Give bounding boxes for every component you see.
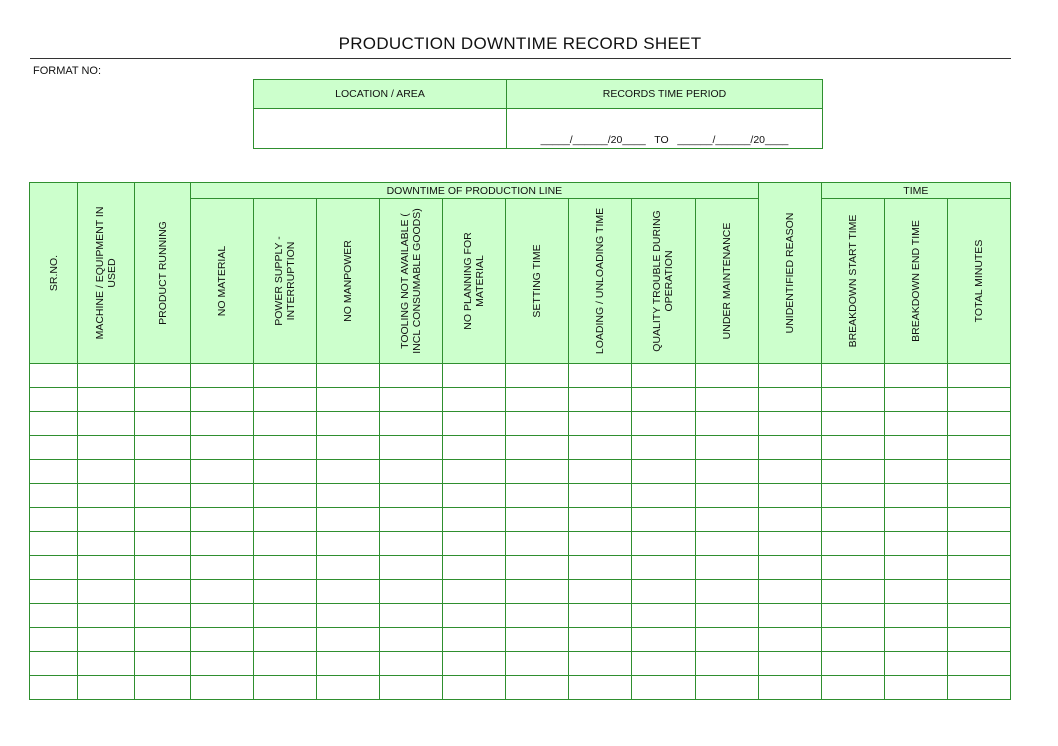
- table-cell[interactable]: [884, 412, 947, 436]
- table-cell[interactable]: [569, 676, 632, 700]
- table-cell[interactable]: [135, 436, 191, 460]
- table-cell[interactable]: [569, 652, 632, 676]
- header-breakdown-start: BREAKDOWN START TIME: [821, 199, 884, 364]
- table-cell[interactable]: [135, 460, 191, 484]
- table-cell[interactable]: [569, 412, 632, 436]
- table-cell[interactable]: [317, 676, 380, 700]
- header-total-minutes: TOTAL MINUTES: [947, 199, 1010, 364]
- table-cell[interactable]: [135, 676, 191, 700]
- table-cell[interactable]: [506, 412, 569, 436]
- table-cell[interactable]: [947, 436, 1010, 460]
- table-cell[interactable]: [254, 532, 317, 556]
- table-cell[interactable]: [191, 604, 254, 628]
- table-cell[interactable]: [443, 652, 506, 676]
- table-cell[interactable]: [569, 508, 632, 532]
- table-cell[interactable]: [821, 532, 884, 556]
- table-cell[interactable]: [947, 460, 1010, 484]
- table-cell[interactable]: [191, 412, 254, 436]
- table-cell[interactable]: [78, 604, 135, 628]
- table-cell[interactable]: [443, 676, 506, 700]
- table-cell[interactable]: [821, 436, 884, 460]
- header-quality-trouble: QUALITY TROUBLE DURING OPERATION: [632, 199, 695, 364]
- table-cell[interactable]: [380, 508, 443, 532]
- table-cell[interactable]: [78, 412, 135, 436]
- table-cell[interactable]: [632, 508, 695, 532]
- header-unidentified-reason: UNIDENTIFIED REASON: [758, 183, 821, 364]
- table-cell[interactable]: [632, 604, 695, 628]
- header-tooling: TOOLING NOT AVAILABLE ( INCL CONSUMABLE GOODS): [380, 199, 443, 364]
- table-cell[interactable]: [947, 532, 1010, 556]
- table-cell[interactable]: [191, 484, 254, 508]
- table-cell[interactable]: [695, 628, 758, 652]
- location-period-table: [253, 79, 823, 149]
- table-cell[interactable]: [443, 364, 506, 388]
- table-cell[interactable]: [758, 556, 821, 580]
- table-cell[interactable]: [135, 508, 191, 532]
- table-cell[interactable]: [30, 604, 78, 628]
- table-cell[interactable]: [758, 508, 821, 532]
- table-cell[interactable]: [821, 676, 884, 700]
- table-cell[interactable]: [632, 580, 695, 604]
- table-cell[interactable]: [30, 412, 78, 436]
- table-cell[interactable]: [569, 532, 632, 556]
- table-cell[interactable]: [191, 460, 254, 484]
- table-cell[interactable]: [821, 628, 884, 652]
- table-cell[interactable]: [317, 580, 380, 604]
- table-cell[interactable]: [254, 676, 317, 700]
- table-cell[interactable]: [135, 580, 191, 604]
- table-cell[interactable]: [30, 388, 78, 412]
- table-cell[interactable]: [317, 412, 380, 436]
- table-cell[interactable]: [506, 484, 569, 508]
- table-cell[interactable]: [821, 580, 884, 604]
- table-cell[interactable]: [758, 460, 821, 484]
- table-cell[interactable]: [30, 436, 78, 460]
- table-cell[interactable]: [78, 436, 135, 460]
- table-cell[interactable]: [947, 652, 1010, 676]
- header-loading-unloading: LOADING / UNLOADING TIME: [569, 199, 632, 364]
- table-cell[interactable]: [506, 364, 569, 388]
- table-cell[interactable]: [758, 388, 821, 412]
- table-cell[interactable]: [380, 436, 443, 460]
- table-cell[interactable]: [135, 628, 191, 652]
- header-power-supply: POWER SUPPLY - INTERRUPTION: [254, 199, 317, 364]
- table-cell[interactable]: [884, 556, 947, 580]
- table-cell[interactable]: [947, 628, 1010, 652]
- table-cell[interactable]: [821, 508, 884, 532]
- table-cell[interactable]: [758, 364, 821, 388]
- table-cell[interactable]: [254, 412, 317, 436]
- table-cell[interactable]: [78, 532, 135, 556]
- table-cell[interactable]: [380, 412, 443, 436]
- table-cell[interactable]: [443, 460, 506, 484]
- table-cell[interactable]: [191, 652, 254, 676]
- table-cell[interactable]: [695, 388, 758, 412]
- format-no-label: FORMAT NO:: [33, 65, 102, 77]
- table-cell[interactable]: [443, 484, 506, 508]
- page-title: PRODUCTION DOWNTIME RECORD SHEET: [338, 34, 702, 53]
- table-row: [30, 460, 1011, 484]
- location-area-field[interactable]: [254, 109, 507, 149]
- table-cell[interactable]: [317, 364, 380, 388]
- table-cell[interactable]: [317, 508, 380, 532]
- table-row: [30, 604, 1011, 628]
- table-cell[interactable]: [135, 388, 191, 412]
- table-cell[interactable]: [191, 436, 254, 460]
- table-cell[interactable]: [135, 652, 191, 676]
- table-cell[interactable]: [135, 412, 191, 436]
- header-no-planning: NO PLANNING FOR MATERIAL: [443, 199, 506, 364]
- table-cell[interactable]: [506, 532, 569, 556]
- table-cell[interactable]: [947, 604, 1010, 628]
- table-cell[interactable]: [380, 676, 443, 700]
- table-cell[interactable]: [632, 628, 695, 652]
- header-product-running: PRODUCT RUNNING: [135, 183, 191, 364]
- table-cell[interactable]: [506, 436, 569, 460]
- table-cell[interactable]: [380, 484, 443, 508]
- downtime-record-table: [29, 182, 1011, 700]
- table-cell[interactable]: [632, 388, 695, 412]
- table-cell[interactable]: [632, 364, 695, 388]
- table-cell[interactable]: [254, 388, 317, 412]
- table-cell[interactable]: [30, 364, 78, 388]
- table-cell[interactable]: [380, 388, 443, 412]
- table-cell[interactable]: [506, 676, 569, 700]
- table-cell[interactable]: [758, 532, 821, 556]
- table-cell[interactable]: [632, 460, 695, 484]
- table-cell[interactable]: [947, 580, 1010, 604]
- table-cell[interactable]: [317, 604, 380, 628]
- table-cell[interactable]: [569, 556, 632, 580]
- table-cell[interactable]: [695, 484, 758, 508]
- header-under-maintenance: UNDER MAINTENANCE: [695, 199, 758, 364]
- table-cell[interactable]: [569, 460, 632, 484]
- table-cell[interactable]: [317, 556, 380, 580]
- table-cell[interactable]: [254, 436, 317, 460]
- table-cell[interactable]: [758, 604, 821, 628]
- table-cell[interactable]: [191, 676, 254, 700]
- table-cell[interactable]: [317, 436, 380, 460]
- table-cell[interactable]: [78, 580, 135, 604]
- table-cell[interactable]: [191, 532, 254, 556]
- table-cell[interactable]: [443, 532, 506, 556]
- table-cell[interactable]: [947, 556, 1010, 580]
- table-cell[interactable]: [758, 628, 821, 652]
- table-cell[interactable]: [758, 676, 821, 700]
- table-cell[interactable]: [317, 388, 380, 412]
- table-cell[interactable]: [695, 604, 758, 628]
- table-cell[interactable]: [632, 436, 695, 460]
- table-cell[interactable]: [884, 676, 947, 700]
- table-cell[interactable]: [78, 508, 135, 532]
- table-cell[interactable]: [947, 484, 1010, 508]
- table-cell[interactable]: [380, 532, 443, 556]
- table-cell[interactable]: [30, 460, 78, 484]
- table-row: [30, 436, 1011, 460]
- location-area-header: LOCATION / AREA: [254, 80, 507, 109]
- group-header-downtime: DOWNTIME OF PRODUCTION LINE: [191, 183, 759, 199]
- table-cell[interactable]: [506, 580, 569, 604]
- table-cell[interactable]: [506, 556, 569, 580]
- table-cell[interactable]: [254, 364, 317, 388]
- table-cell[interactable]: [191, 556, 254, 580]
- table-cell[interactable]: [884, 628, 947, 652]
- table-cell[interactable]: [191, 628, 254, 652]
- table-cell[interactable]: [317, 628, 380, 652]
- table-cell[interactable]: [30, 628, 78, 652]
- table-cell[interactable]: [884, 388, 947, 412]
- table-cell[interactable]: [135, 364, 191, 388]
- table-cell[interactable]: [443, 508, 506, 532]
- header-breakdown-end: BREAKDOWN END TIME: [884, 199, 947, 364]
- table-cell[interactable]: [632, 484, 695, 508]
- table-cell[interactable]: [947, 364, 1010, 388]
- table-cell[interactable]: [632, 532, 695, 556]
- table-row: [30, 364, 1011, 388]
- records-time-period-header: RECORDS TIME PERIOD: [507, 80, 823, 109]
- group-header-time: TIME: [821, 183, 1010, 199]
- table-cell[interactable]: [821, 652, 884, 676]
- table-cell[interactable]: [78, 628, 135, 652]
- table-cell[interactable]: [758, 580, 821, 604]
- table-cell[interactable]: [695, 532, 758, 556]
- table-cell[interactable]: [632, 556, 695, 580]
- table-cell[interactable]: [758, 652, 821, 676]
- table-cell[interactable]: [695, 412, 758, 436]
- table-cell[interactable]: [191, 364, 254, 388]
- table-cell[interactable]: [506, 652, 569, 676]
- table-cell[interactable]: [695, 508, 758, 532]
- table-cell[interactable]: [884, 652, 947, 676]
- table-row: [30, 652, 1011, 676]
- table-cell[interactable]: [443, 388, 506, 412]
- table-cell[interactable]: [884, 532, 947, 556]
- table-cell[interactable]: [380, 556, 443, 580]
- period-date-blanks: _____/______/20____ TO ______/______/20____: [540, 133, 789, 146]
- table-cell[interactable]: [884, 364, 947, 388]
- table-cell[interactable]: [569, 604, 632, 628]
- table-cell[interactable]: [135, 484, 191, 508]
- table-cell[interactable]: [884, 508, 947, 532]
- table-cell[interactable]: [695, 436, 758, 460]
- table-cell[interactable]: [506, 628, 569, 652]
- table-cell[interactable]: [317, 532, 380, 556]
- table-cell[interactable]: [135, 604, 191, 628]
- table-cell[interactable]: [443, 436, 506, 460]
- header-machine-equipment: MACHINE / EQUIPMENT IN USED: [78, 183, 135, 364]
- header-no-material: NO MATERIAL: [191, 199, 254, 364]
- table-cell[interactable]: [821, 460, 884, 484]
- table-row: [30, 580, 1011, 604]
- table-cell[interactable]: [191, 580, 254, 604]
- table-cell[interactable]: [78, 388, 135, 412]
- table-cell[interactable]: [506, 460, 569, 484]
- table-cell[interactable]: [443, 604, 506, 628]
- table-cell[interactable]: [632, 652, 695, 676]
- table-cell[interactable]: [695, 676, 758, 700]
- table-cell[interactable]: [191, 508, 254, 532]
- table-cell[interactable]: [569, 484, 632, 508]
- header-no-manpower: NO MANPOWER: [317, 199, 380, 364]
- table-cell[interactable]: [569, 628, 632, 652]
- table-cell[interactable]: [632, 412, 695, 436]
- table-cell[interactable]: [884, 436, 947, 460]
- table-cell[interactable]: [380, 580, 443, 604]
- table-cell[interactable]: [506, 604, 569, 628]
- table-cell[interactable]: [30, 580, 78, 604]
- table-cell[interactable]: [695, 364, 758, 388]
- table-cell[interactable]: [821, 556, 884, 580]
- table-cell[interactable]: [821, 388, 884, 412]
- table-cell[interactable]: [254, 580, 317, 604]
- table-cell[interactable]: [78, 556, 135, 580]
- table-cell[interactable]: [884, 604, 947, 628]
- table-cell[interactable]: [254, 628, 317, 652]
- table-row: [30, 532, 1011, 556]
- table-cell[interactable]: [947, 412, 1010, 436]
- table-cell[interactable]: [758, 412, 821, 436]
- table-cell[interactable]: [947, 676, 1010, 700]
- table-row: [30, 628, 1011, 652]
- table-row: [30, 508, 1011, 532]
- table-cell[interactable]: [254, 556, 317, 580]
- table-cell[interactable]: [254, 652, 317, 676]
- table-cell[interactable]: [695, 556, 758, 580]
- table-cell[interactable]: [506, 508, 569, 532]
- table-cell[interactable]: [78, 460, 135, 484]
- table-cell[interactable]: [380, 364, 443, 388]
- table-cell[interactable]: [884, 484, 947, 508]
- table-cell[interactable]: [884, 460, 947, 484]
- table-cell[interactable]: [191, 388, 254, 412]
- table-cell[interactable]: [380, 604, 443, 628]
- table-cell[interactable]: [821, 412, 884, 436]
- table-cell[interactable]: [695, 460, 758, 484]
- table-cell[interactable]: [443, 628, 506, 652]
- table-row: [30, 388, 1011, 412]
- table-cell[interactable]: [78, 484, 135, 508]
- table-row: [30, 676, 1011, 700]
- table-cell[interactable]: [569, 436, 632, 460]
- header-setting-time: SETTING TIME: [506, 199, 569, 364]
- data-rows: [30, 364, 1011, 700]
- table-cell[interactable]: [30, 676, 78, 700]
- table-cell[interactable]: [821, 604, 884, 628]
- table-cell[interactable]: [30, 556, 78, 580]
- table-cell[interactable]: [30, 484, 78, 508]
- title-divider: [30, 58, 1011, 59]
- table-cell[interactable]: [317, 652, 380, 676]
- table-cell[interactable]: [821, 364, 884, 388]
- table-cell[interactable]: [254, 460, 317, 484]
- table-cell[interactable]: [443, 556, 506, 580]
- table-cell[interactable]: [569, 364, 632, 388]
- table-cell[interactable]: [569, 388, 632, 412]
- table-cell[interactable]: [443, 580, 506, 604]
- table-cell[interactable]: [30, 508, 78, 532]
- table-cell[interactable]: [443, 412, 506, 436]
- table-cell[interactable]: [884, 580, 947, 604]
- table-cell[interactable]: [821, 484, 884, 508]
- table-cell[interactable]: [30, 532, 78, 556]
- table-cell[interactable]: [380, 628, 443, 652]
- table-row: [30, 556, 1011, 580]
- table-cell[interactable]: [569, 580, 632, 604]
- table-cell[interactable]: [78, 364, 135, 388]
- table-row: [30, 484, 1011, 508]
- table-cell[interactable]: [254, 604, 317, 628]
- table-cell[interactable]: [135, 532, 191, 556]
- table-cell[interactable]: [78, 652, 135, 676]
- table-row: [30, 412, 1011, 436]
- table-cell[interactable]: [695, 652, 758, 676]
- table-cell[interactable]: [135, 556, 191, 580]
- table-cell[interactable]: [632, 676, 695, 700]
- table-cell[interactable]: [695, 580, 758, 604]
- table-cell[interactable]: [317, 484, 380, 508]
- table-cell[interactable]: [317, 460, 380, 484]
- table-cell[interactable]: [30, 652, 78, 676]
- table-cell[interactable]: [947, 388, 1010, 412]
- table-cell[interactable]: [947, 508, 1010, 532]
- table-cell[interactable]: [506, 388, 569, 412]
- table-cell[interactable]: [78, 676, 135, 700]
- table-cell[interactable]: [380, 652, 443, 676]
- table-cell[interactable]: [758, 436, 821, 460]
- table-cell[interactable]: [380, 460, 443, 484]
- table-cell[interactable]: [254, 508, 317, 532]
- header-sr-no: SR.NO.: [30, 183, 78, 364]
- table-cell[interactable]: [758, 484, 821, 508]
- records-time-period-field[interactable]: [507, 109, 823, 149]
- table-cell[interactable]: [254, 484, 317, 508]
